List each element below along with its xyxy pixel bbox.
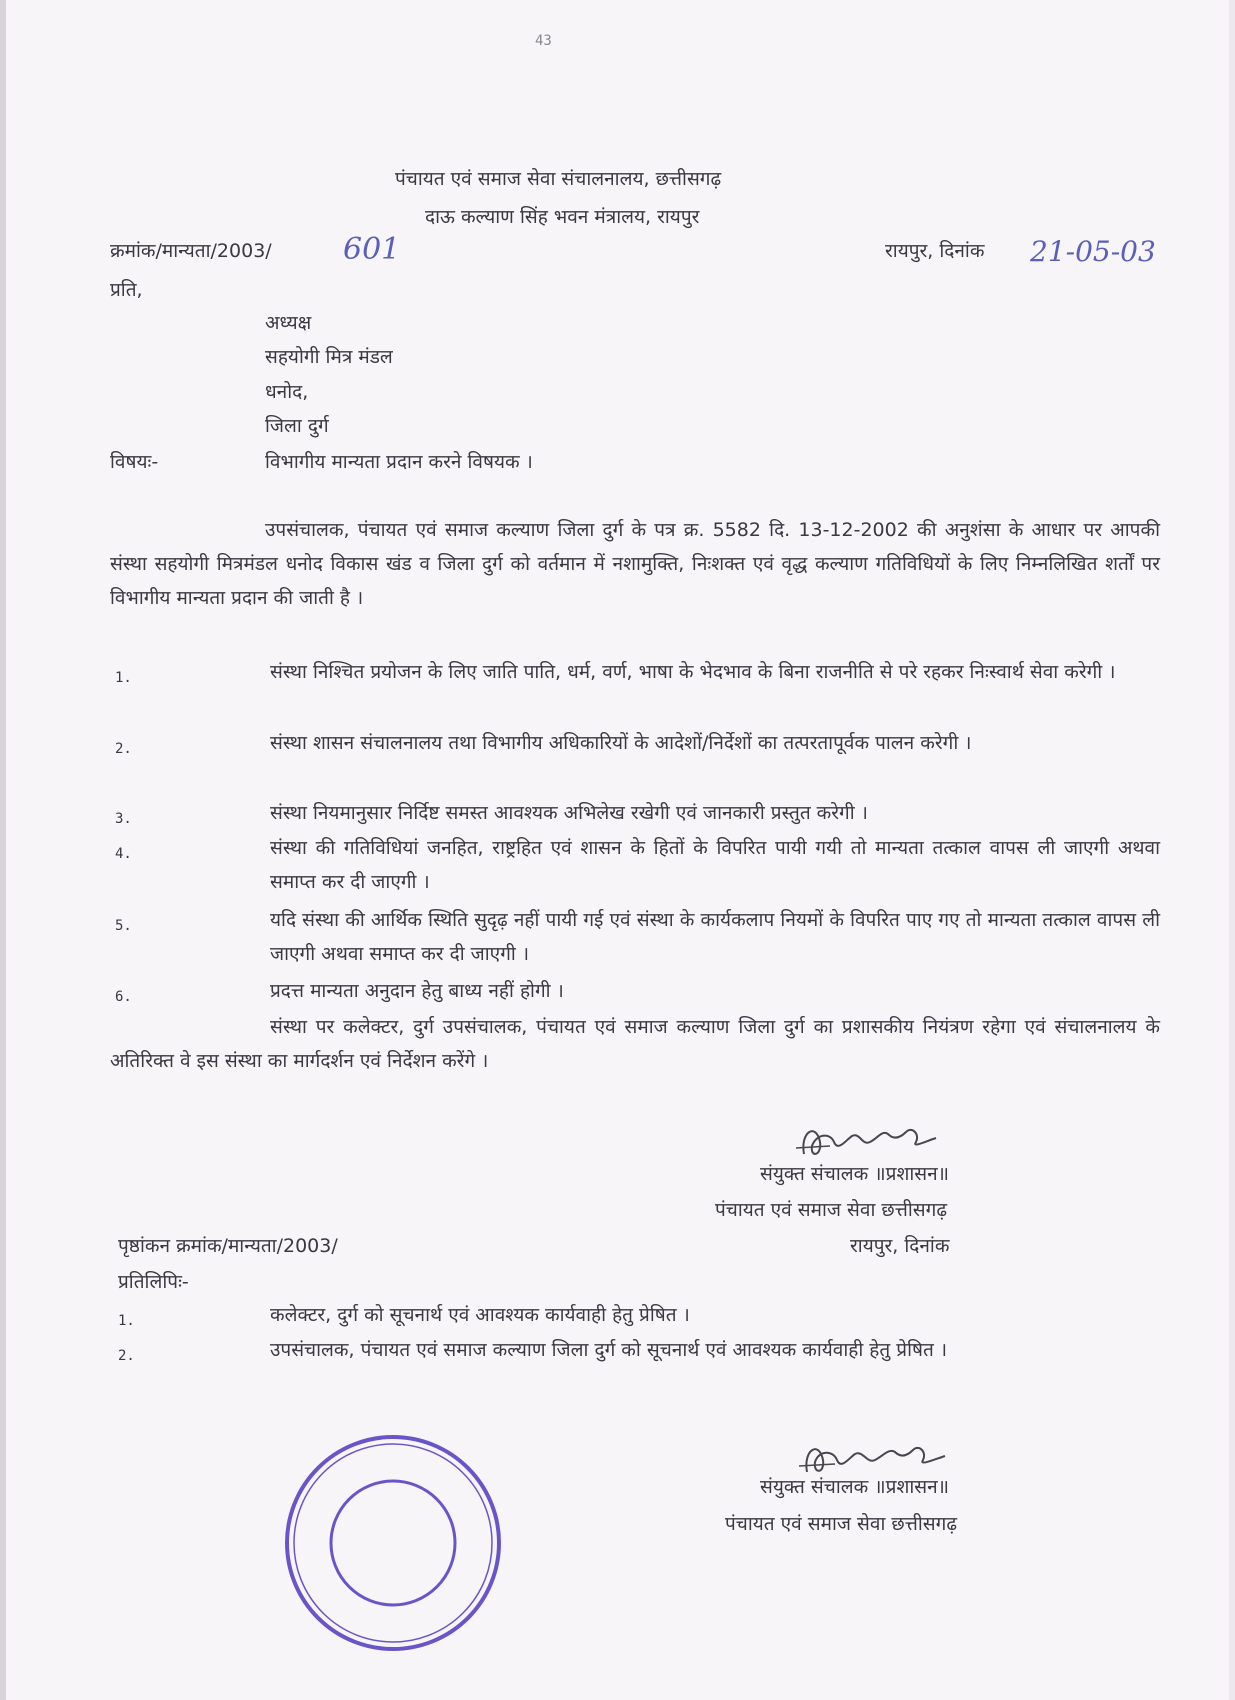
subject-label: विषयः-: [110, 451, 159, 473]
subject-text: विभागीय मान्यता प्रदान करने विषयक ।: [265, 451, 533, 473]
copy-item-text: कलेक्टर, दुर्ग को सूचनार्थ एवं आवश्यक कार्यवाही हेतु प्रेषित ।: [270, 1304, 690, 1326]
condition-number: 3.: [115, 811, 132, 827]
copy-item-text: उपसंचालक, पंचायत एवं समाज कल्याण जिला दुर्ग को सूचनार्थ एवं आवश्यक कार्यवाही हेतु प्रेषित ।: [270, 1339, 948, 1361]
recipient-line: जिला दुर्ग: [265, 415, 329, 437]
condition-text: संस्था शासन संचालनालय तथा विभागीय अधिकारियों के आदेशों/निर्देशों का तत्परतापूर्वक पालन करेगी ।: [270, 732, 972, 754]
condition-number: 4.: [115, 846, 132, 862]
condition-number: 2.: [115, 741, 132, 757]
copy-item-number: 1.: [118, 1313, 135, 1329]
header-line-1: पंचायत एवं समाज सेवा संचालनालय, छत्तीसगढ़: [395, 168, 722, 190]
copy-label: प्रतिलिपिः-: [118, 1271, 189, 1293]
condition-text: संस्था निश्चित प्रयोजन के लिए जाति पाति, धर्म, वर्ण, भाषा के भेदभाव के बिना राजनीति से परे रहकर निःस्वार्थ सेवा करेगी ।: [270, 661, 1116, 683]
header-line-2: दाऊ कल्याण सिंह भवन मंत्रालय, रायपुर: [425, 206, 700, 228]
date-handwritten: 21-05-03: [1030, 235, 1156, 268]
copy-item-number: 2.: [118, 1348, 135, 1364]
endorsement-number-label: पृष्ठांकन क्रमांक/मान्यता/2003/: [118, 1235, 338, 1257]
signatory1-place-date: रायपुर, दिनांक: [850, 1235, 950, 1257]
page-right-edge: [1229, 0, 1235, 1700]
condition-number: 1.: [115, 670, 132, 686]
condition-number: 6.: [115, 989, 132, 1005]
body-closing: संस्था पर कलेक्टर, दुर्ग उपसंचालक, पंचायत एवं समाज कल्याण जिला दुर्ग का प्रशासकीय नियंत्रण रहेगा एवं संचालनालय के अतिरिक्त वे इस संस्था का मार्गदर्शन एवं निर्देशन करेंगे ।: [110, 1016, 1160, 1072]
reference-number-label: क्रमांक/मान्यता/2003/: [110, 240, 272, 262]
signatory1-designation: संयुक्त संचालक ॥प्रशासन॥: [760, 1163, 950, 1185]
body-intro: उपसंचालक, पंचायत एवं समाज कल्याण जिला दुर्ग के पत्र क्र. 5582 दि. 13-12-2002 की अनुशंसा के आधार पर आपकी संस्था सहयोगी मित्रमंडल धनोद विकास खंड व जिला दुर्ग को वर्तमान में नशामुक्ति, निःशक्त एवं वृद्ध कल्याण गतिविधियों के लिए निम्नलिखित शर्तों पर विभागीय मान्यता प्रदान की जाती है ।: [110, 519, 1160, 609]
place-date-label: रायपुर, दिनांक: [885, 240, 985, 262]
condition-text: प्रदत्त मान्यता अनुदान हेतु बाध्य नहीं होगी ।: [270, 980, 564, 1002]
condition-text: संस्था की गतिविधियां जनहित, राष्ट्रहित एवं शासन के हितों के विपरित पायी गयी तो मान्यता तत्काल वापस ली जाएगी अथवा समाप्त कर दी जाएगी ।: [270, 837, 1160, 893]
prati-label: प्रति,: [110, 279, 143, 301]
page-number: 43: [535, 33, 552, 49]
signatory1-office: पंचायत एवं समाज सेवा छत्तीसगढ़: [715, 1199, 948, 1221]
office-stamp: [282, 1432, 504, 1654]
condition-number: 5.: [115, 918, 132, 934]
condition-text: संस्था नियमानुसार निर्दिष्ट समस्त आवश्यक अभिलेख रखेगी एवं जानकारी प्रस्तुत करेगी ।: [270, 802, 868, 824]
recipient-line: सहयोगी मित्र मंडल: [265, 346, 393, 368]
signatory2-designation: संयुक्त संचालक ॥प्रशासन॥: [760, 1476, 950, 1498]
recipient-line: धनोद,: [265, 381, 309, 403]
page-left-edge: [0, 0, 6, 1700]
reference-number-handwritten: 601: [343, 232, 401, 267]
recipient-line: अध्यक्ष: [265, 312, 312, 334]
signatory2-office: पंचायत एवं समाज सेवा छत्तीसगढ़: [725, 1513, 958, 1535]
condition-text: यदि संस्था की आर्थिक स्थिति सुदृढ़ नहीं पायी गई एवं संस्था के कार्यकलाप नियमों के विपरित पाए गए तो मान्यता तत्काल वापस ली जाएगी अथवा समाप्त कर दी जाएगी ।: [270, 909, 1160, 965]
